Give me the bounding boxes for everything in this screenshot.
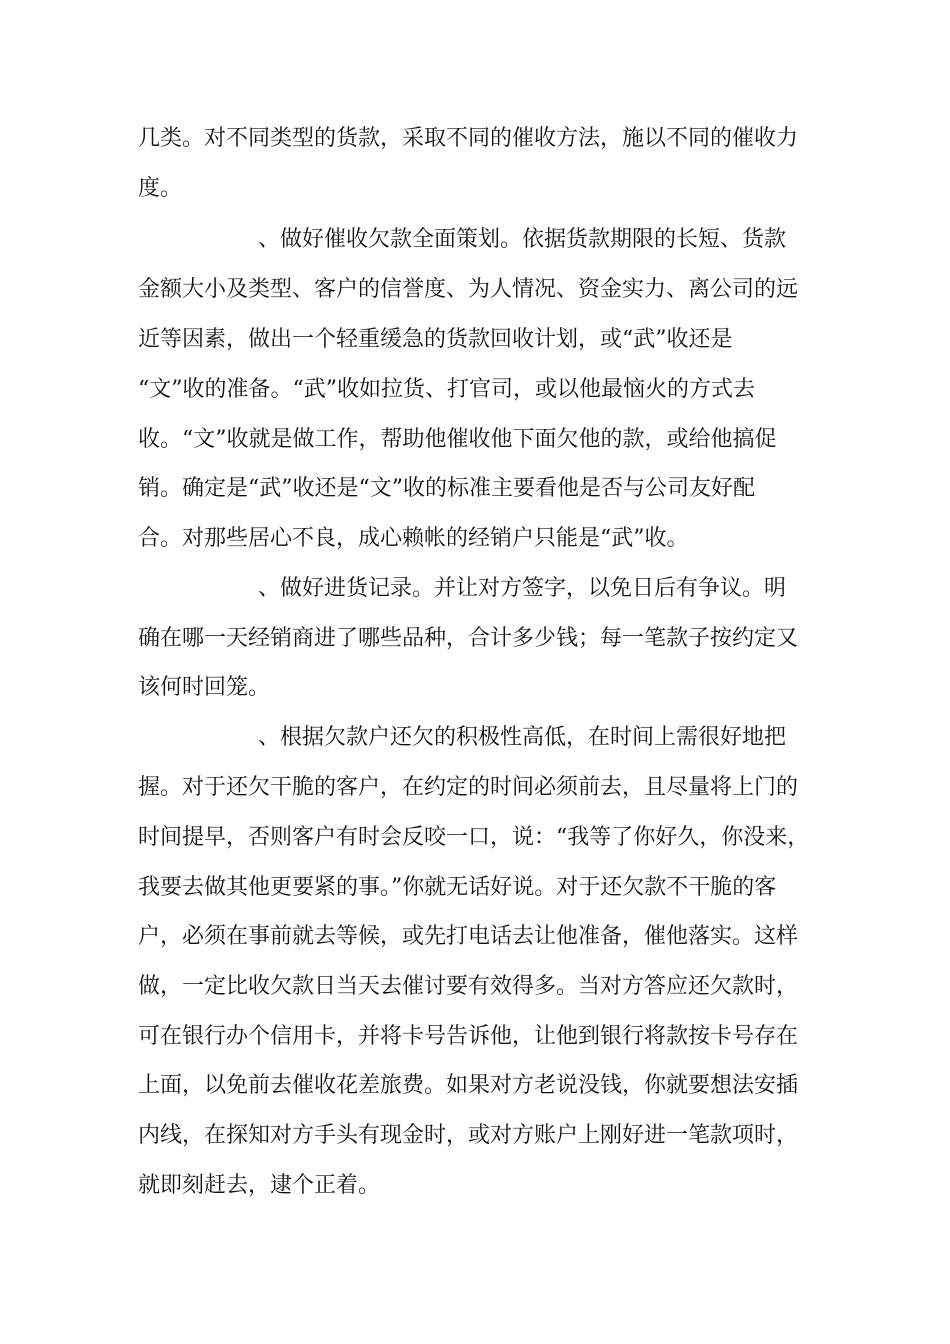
text-line: 金额大小及类型、客户的信誉度、为人情况、资金实力、离公司的远 [138, 277, 799, 302]
text-line: 户，必须在事前就去等候，或先打电话去让他准备，催他落实。这样 [138, 924, 799, 949]
text-line: 我要去做其他更要紧的事。”你就无话好说。对于还欠款不干脆的客 [138, 875, 777, 900]
text-line: “文”收的准备。“武”收如拉货、打官司，或以他最恼火的方式去 [138, 377, 755, 402]
text-line: 、做好进货记录。并让对方签字，以免日后有争议。明 [258, 576, 787, 601]
text-line: 就即刻赶去，逮个正着。 [138, 1173, 381, 1198]
text-line: 、做好催收欠款全面策划。依据货款期限的长短、货款 [258, 227, 787, 252]
text-line: 握。对于还欠干脆的客户，在约定的时间必须前去，且尽量将上门的 [138, 775, 799, 800]
text-line: 确在哪一天经销商进了哪些品种，合计多少钱；每一笔款子按约定又 [138, 626, 799, 651]
text-line: 收。“文”收就是做工作，帮助他催收他下面欠他的款，或给他搞促 [138, 427, 777, 452]
text-line: 、根据欠款户还欠的积极性高低，在时间上需很好地把 [258, 725, 787, 750]
text-line: 几类。对不同类型的货款，采取不同的催收方法，施以不同的催收力 [138, 126, 799, 151]
text-line: 做，一定比收欠款日当天去催讨要有效得多。当对方答应还欠款时， [138, 974, 799, 999]
text-line: 可在银行办个信用卡，并将卡号告诉他，让他到银行将款按卡号存在 [138, 1024, 799, 1049]
text-line: 合。对那些居心不良，成心赖帐的经销户只能是“武”收。 [138, 526, 689, 551]
text-line: 时间提早，否则客户有时会反咬一口，说：“我等了你好久，你没来， [138, 825, 810, 850]
text-line: 上面，以免前去催收花差旅费。如果对方老说没钱，你就要想法安插 [138, 1073, 799, 1098]
text-line: 销。确定是“武”收还是“文”收的标准主要看他是否与公司友好配 [138, 476, 755, 501]
text-line: 该何时回笼。 [138, 675, 271, 700]
text-line: 近等因素，做出一个轻重缓急的货款回收计划，或“武”收还是 [138, 327, 733, 352]
text-line: 度。 [138, 176, 183, 201]
text-line: 内线，在探知对方手头有现金时，或对方账户上刚好进一笔款项时， [138, 1123, 799, 1148]
